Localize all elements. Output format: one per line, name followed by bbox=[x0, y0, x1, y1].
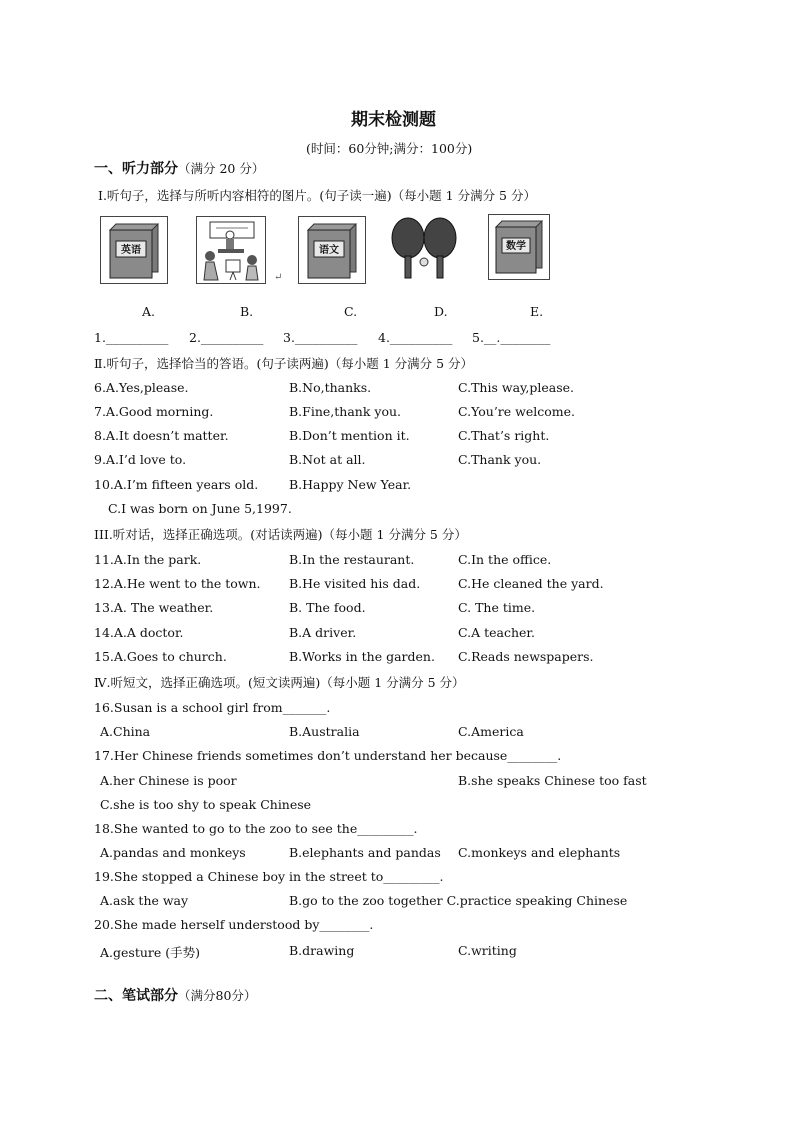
q7-option-c[interactable]: C.You’re welcome. bbox=[458, 404, 575, 419]
q16-stem: 16.Susan is a school girl from_______. bbox=[94, 700, 331, 715]
part2-heading bbox=[94, 985, 256, 1005]
q10-option-a[interactable]: 10.A.I’m fifteen years old. bbox=[94, 477, 259, 492]
english-book-label: 英语 bbox=[121, 245, 141, 256]
q9-option-b[interactable]: B.Not at all. bbox=[289, 452, 366, 467]
q7-option-a[interactable]: 7.A.Good morning. bbox=[94, 404, 214, 419]
section-4-instruction: Ⅳ.听短文，选择正确选项。(短文读两遍)（每小题 1 分满分 5 分） bbox=[94, 675, 465, 690]
q20-option-c[interactable]: C.writing bbox=[458, 943, 517, 958]
answer-blank-5[interactable]: 5.__.________ bbox=[472, 330, 551, 345]
q17-stem: 17.Her Chinese friends sometimes don’t understand her because________. bbox=[94, 748, 562, 763]
picture-letter-c: C. bbox=[344, 304, 358, 319]
ping-pong-paddles-icon bbox=[386, 214, 462, 288]
exam-info: (时间：60分钟;满分：100分) bbox=[306, 141, 473, 156]
part2-heading-note: （满分80分） bbox=[178, 988, 257, 1003]
answer-blank-3[interactable]: 3.__________ bbox=[283, 330, 358, 345]
section-2-instruction: Ⅱ.听句子，选择恰当的答语。(句子读两遍)（每小题 1 分满分 5 分） bbox=[94, 356, 474, 371]
q13-option-c[interactable]: C. The time. bbox=[458, 600, 536, 615]
q18-stem: 18.She wanted to go to the zoo to see the_________. bbox=[94, 821, 418, 836]
math-book-icon bbox=[488, 214, 550, 280]
math-book-label: 数学 bbox=[506, 241, 526, 252]
q20-option-b[interactable]: B.drawing bbox=[289, 943, 355, 958]
q19-stem: 19.She stopped a Chinese boy in the street to_________. bbox=[94, 869, 444, 884]
q10-option-b[interactable]: B.Happy New Year. bbox=[289, 477, 412, 492]
q17-option-c[interactable]: C.she is too shy to speak Chinese bbox=[100, 797, 312, 812]
part1-heading bbox=[94, 158, 264, 178]
q16-option-a[interactable]: A.China bbox=[100, 724, 151, 739]
q15-option-b[interactable]: B.Works in the garden. bbox=[289, 649, 435, 664]
q17-option-b[interactable]: B.she speaks Chinese too fast bbox=[458, 773, 647, 788]
answer-blank-4[interactable]: 4.__________ bbox=[378, 330, 453, 345]
q6-option-a[interactable]: 6.A.Yes,please. bbox=[94, 380, 189, 395]
section-3-instruction: III.听对话，选择正确选项。(对话读两遍)（每小题 1 分满分 5 分） bbox=[94, 527, 467, 542]
picture-letter-b: B. bbox=[240, 304, 254, 319]
picture-letter-d: D. bbox=[434, 304, 448, 319]
picture-d bbox=[386, 214, 462, 288]
q12-option-c[interactable]: C.He cleaned the yard. bbox=[458, 576, 604, 591]
q18-option-a[interactable]: A.pandas and monkeys bbox=[100, 845, 246, 860]
picture-letter-e: E. bbox=[530, 304, 544, 319]
q18-option-c[interactable]: C.monkeys and elephants bbox=[458, 845, 621, 860]
q14-option-a[interactable]: 14.A.A doctor. bbox=[94, 625, 184, 640]
q19-option-a[interactable]: A.ask the way bbox=[100, 893, 189, 908]
picture-letter-a: A. bbox=[142, 304, 156, 319]
q11-option-b[interactable]: B.In the restaurant. bbox=[289, 552, 415, 567]
q7-option-b[interactable]: B.Fine,thank you. bbox=[289, 404, 401, 419]
q15-option-a[interactable]: 15.A.Goes to church. bbox=[94, 649, 227, 664]
section-1-instruction: Ⅰ.听句子，选择与所听内容相符的图片。(句子读一遍)（每小题 1 分满分 5 分） bbox=[98, 188, 536, 203]
q11-option-a[interactable]: 11.A.In the park. bbox=[94, 552, 202, 567]
q6-option-b[interactable]: B.No,thanks. bbox=[289, 380, 372, 395]
q8-option-a[interactable]: 8.A.It doesn’t matter. bbox=[94, 428, 229, 443]
q13-option-a[interactable]: 13.A. The weather. bbox=[94, 600, 214, 615]
q16-option-c[interactable]: C.America bbox=[458, 724, 524, 739]
answer-blank-2[interactable]: 2.__________ bbox=[189, 330, 264, 345]
q16-option-b[interactable]: B.Australia bbox=[289, 724, 360, 739]
q18-option-b[interactable]: B.elephants and pandas bbox=[289, 845, 441, 860]
picture-c bbox=[298, 216, 366, 284]
part1-heading-text: 一、听力部分 bbox=[94, 161, 178, 177]
q20-stem: 20.She made herself understood by________. bbox=[94, 917, 374, 932]
chinese-book-label: 语文 bbox=[319, 245, 339, 256]
picture-e bbox=[488, 214, 550, 280]
q12-option-a[interactable]: 12.A.He went to the town. bbox=[94, 576, 261, 591]
english-book-icon bbox=[100, 216, 168, 284]
q14-option-b[interactable]: B.A driver. bbox=[289, 625, 357, 640]
chinese-book-icon bbox=[298, 216, 366, 284]
q11-option-c[interactable]: C.In the office. bbox=[458, 552, 552, 567]
q8-option-b[interactable]: B.Don’t mention it. bbox=[289, 428, 410, 443]
q12-option-b[interactable]: B.He visited his dad. bbox=[289, 576, 421, 591]
q10-option-c[interactable]: C.I was born on June 5,1997. bbox=[108, 501, 292, 516]
q19-option-bc[interactable]: B.go to the zoo together C.practice speaking Chinese bbox=[289, 893, 628, 908]
q13-option-b[interactable]: B. The food. bbox=[289, 600, 366, 615]
part1-heading-note: （满分 20 分） bbox=[178, 161, 265, 176]
part2-heading-text: 二、笔试部分 bbox=[94, 988, 178, 1004]
picture-a bbox=[100, 216, 168, 284]
q15-option-c[interactable]: C.Reads newspapers. bbox=[458, 649, 594, 664]
q14-option-c[interactable]: C.A teacher. bbox=[458, 625, 535, 640]
q17-option-a[interactable]: A.her Chinese is poor bbox=[100, 773, 237, 788]
q20-option-a[interactable]: A.gesture (手势) bbox=[100, 945, 200, 960]
picture-b bbox=[196, 216, 266, 284]
page-title: 期末检测题 bbox=[351, 110, 436, 130]
classroom-scene-icon bbox=[196, 216, 266, 284]
answer-blank-1[interactable]: 1.__________ bbox=[94, 330, 169, 345]
return-mark: ↵ bbox=[274, 272, 283, 283]
q8-option-c[interactable]: C.That’s right. bbox=[458, 428, 550, 443]
q9-option-a[interactable]: 9.A.I’d love to. bbox=[94, 452, 187, 467]
q9-option-c[interactable]: C.Thank you. bbox=[458, 452, 542, 467]
q6-option-c[interactable]: C.This way,please. bbox=[458, 380, 575, 395]
